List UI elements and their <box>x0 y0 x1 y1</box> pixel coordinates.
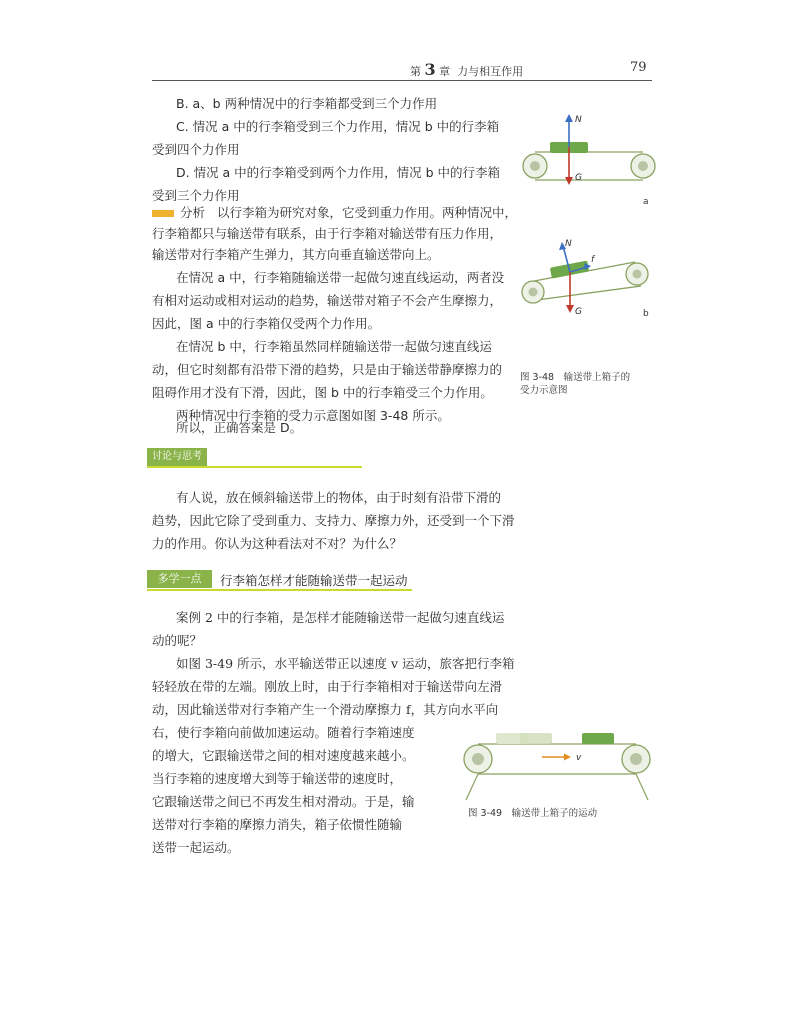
extra-label: 多学一点 <box>147 570 212 588</box>
extra-line-6: 右，使行李箱向前做加速运动。随着行李箱速度 <box>152 725 415 740</box>
option-d-line1: D. 情况 a 中的行李箱受到两个力作用，情况 b 中的行李箱 <box>176 165 501 180</box>
figure-3-49 <box>458 730 658 810</box>
extra-line-1: 案例 2 中的行李箱，是怎样才能随输送带一起做匀速直线运 <box>176 610 505 625</box>
extra-line-10: 送带对行李箱的摩擦力消失，箱子依惯性随输 <box>152 817 403 832</box>
header-rule <box>152 80 652 81</box>
label-N-b: N <box>565 239 572 249</box>
figure-3-48-caption-line1: 图 3-48 输送带上箱子的 <box>520 372 631 383</box>
analysis-line-4: 在情况 a 中，行李箱随输送带一起做匀速直线运动，两者没 <box>176 270 505 285</box>
analysis-line-10: 两种情况中行李箱的受力示意图如图 3-48 所示。 <box>176 408 450 423</box>
label-b: b <box>643 309 649 319</box>
box-faded-2 <box>520 733 552 744</box>
extra-line-5: 动，因此输送带对行李箱产生一个滑动摩擦力 f，其方向水平向 <box>152 702 499 717</box>
analysis-line-1: 分析 以行李箱为研究对象，它受到重力作用。两种情况中， <box>152 205 517 220</box>
option-d-line2: 受到三个力作用 <box>152 188 240 203</box>
extra-title: 行李箱怎样才能随输送带一起运动 <box>220 573 408 588</box>
option-c-line2: 受到四个力作用 <box>152 142 240 157</box>
analysis-line-3: 输送带对行李箱产生弹力，其方向垂直输送带向上。 <box>152 247 440 262</box>
extra-rule <box>147 589 412 591</box>
analysis-label: 分析 <box>180 205 206 220</box>
analysis-line-7: 在情况 b 中，行李箱虽然同样随输送带一起做匀速直线运 <box>176 339 492 354</box>
box-solid <box>582 733 614 744</box>
extra-line-8: 当行李箱的速度增大到等于输送带的速度时， <box>152 771 403 786</box>
figure-3-48a <box>515 110 665 220</box>
chapter-suffix: 章 <box>439 65 451 78</box>
analysis-line-2: 行李箱都只与输送带有联系，由于行李箱对输送带有压力作用， <box>152 226 503 241</box>
analysis-marker <box>152 210 174 217</box>
extra-line-11: 送带一起运动。 <box>152 840 240 855</box>
figure-3-49-caption: 图 3-49 输送带上箱子的运动 <box>468 808 598 819</box>
belt-bottom-b <box>537 286 641 300</box>
label-a: a <box>643 197 649 207</box>
analysis-line-8: 动，但它时刻都有沿带下滑的趋势，只是由于输送带静摩擦力的 <box>152 362 503 377</box>
figure-3-48-caption-line2: 受力示意图 <box>520 385 568 396</box>
discussion-line-1: 有人说，放在倾斜输送带上的物体，由于时刻有沿带下滑的 <box>176 490 502 505</box>
analysis-line-6: 因此，图 a 中的行李箱仅受两个力作用。 <box>152 316 381 331</box>
discussion-line-2: 趋势，因此它除了受到重力、支持力、摩擦力外，还受到一个下滑 <box>152 513 515 528</box>
extra-line-3: 如图 3-49 所示，水平输送带正以速度 v 运动，旅客把行李箱 <box>176 656 515 671</box>
figure-3-48b <box>515 236 665 346</box>
label-v: v <box>576 753 582 763</box>
label-f-b: f <box>591 255 595 265</box>
analysis-line-11: 所以，正确答案是 D。 <box>176 420 303 435</box>
extra-line-2: 动的呢？ <box>152 633 203 648</box>
extra-line-7: 的增大，它跟输送带之间的相对速度越来越小。 <box>152 748 415 763</box>
discussion-rule <box>147 466 362 468</box>
chapter-header <box>410 60 523 79</box>
analysis-line-5: 有相对运动或相对运动的趋势，输送带对箱子不会产生摩擦力， <box>152 293 503 308</box>
discussion-line-3: 力的作用。你认为这种看法对不对？为什么？ <box>152 536 403 551</box>
option-b: B. a、b 两种情况中的行李箱都受到三个力作用 <box>176 96 438 111</box>
chapter-number: 3 <box>424 60 436 79</box>
page-number: 79 <box>630 60 647 75</box>
extra-line-4: 轻轻放在带的左端。刚放上时，由于行李箱相对于输送带向左滑 <box>152 679 503 694</box>
option-c-line1: C. 情况 a 中的行李箱受到三个力作用，情况 b 中的行李箱 <box>176 119 500 134</box>
analysis-line-9: 阻碍作用才没有下滑，因此，图 b 中的行李箱受三个力作用。 <box>152 385 493 400</box>
label-N-a: N <box>575 115 582 125</box>
chapter-title: 力与相互作用 <box>457 65 524 78</box>
label-G-a: G <box>575 173 582 183</box>
discussion-label: 讨论与思考 <box>147 448 207 466</box>
extra-line-9: 它跟输送带之间已不再发生相对滑动。于是，输 <box>152 794 415 809</box>
chapter-prefix: 第 <box>410 65 421 78</box>
label-G-b: G <box>575 307 582 317</box>
